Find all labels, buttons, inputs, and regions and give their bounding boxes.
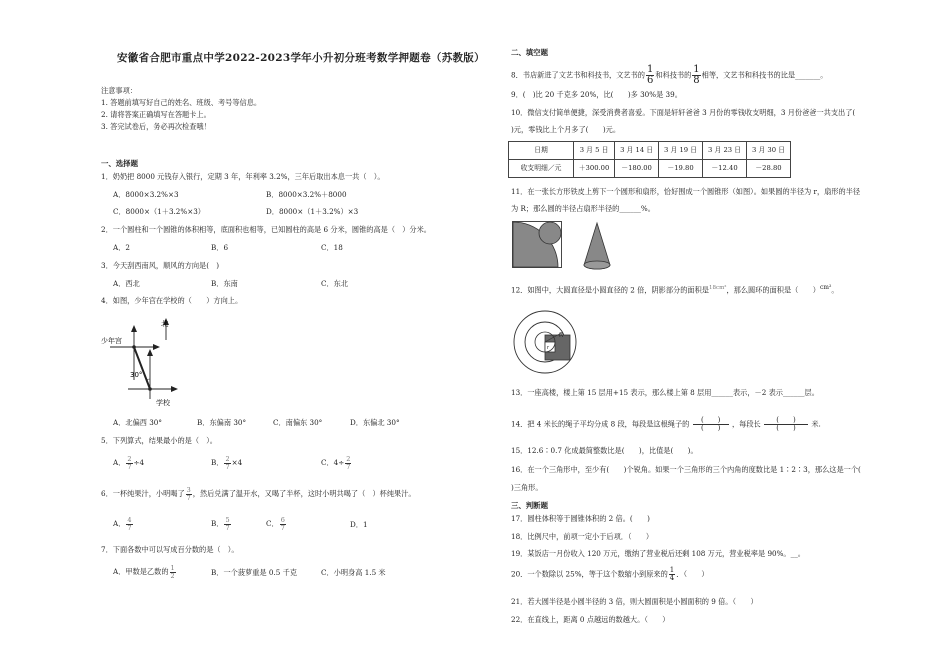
label-r: r (547, 345, 550, 351)
table-header-cell: 3 月 5 日 (574, 142, 615, 160)
table-row (509, 160, 791, 178)
q7-option-c: C．小明身高 1.5 米 (321, 568, 386, 577)
q4-option-d: D．东偏北 30° (350, 418, 400, 427)
q4-direction-diagram (100, 315, 200, 410)
q12-text: 12．如图中，大圆直径是小圆直径的 2 倍，阴影部分的面积是$^{18cm^2}$，那么圆环的面积是（ ）$^{cm^2}$。 (511, 284, 839, 295)
q5-option-c: C．4÷ $\frac{2}{7}$ (321, 455, 351, 471)
school-east-arrowhead-icon (171, 386, 178, 392)
q6-stem: 6．一杯纯果汁，小明喝了 $\frac{3}{7}$ ，然后兑满了温开水，又喝了半杯，这时小明共喝了（ ）杯纯果汁。 (101, 486, 416, 502)
q2-option-b: B．6 (211, 243, 229, 252)
q16-line1: 16．在一个三角形中，至少有( )个锐角。如果一个三角形的三个内角的度数比是 1∶2∶3，那么这是一个( (511, 465, 861, 474)
q6-option-c: C． $\frac{6}{7}$ (266, 516, 285, 532)
note-item: 2. 请将答案正确填写在答题卡上。 (101, 110, 211, 119)
q4-option-c: C．南偏东 30° (273, 418, 323, 427)
q5-option-b: B． $\frac{2}{7}$ ×4 (211, 455, 243, 471)
q11-cone-figure (512, 221, 622, 271)
table-cell: －12.40 (703, 160, 747, 178)
section-heading-choice: 一、选择题 (101, 159, 138, 168)
table-cell: －28.80 (747, 160, 791, 178)
q3-option-c: C．东北 (321, 279, 349, 288)
circle-shape (539, 222, 561, 244)
q1-option-c: C．8000×（1＋3.2%×3） (113, 207, 205, 216)
q2-stem: 2．一个圆柱和一个圆锥的体积相等，底面积也相等，已知圆柱的高是 6 分米，圆锥的高是（ ）分米。 (101, 225, 431, 234)
q18-text: 18．比例尺中，前项一定小于后项．（ ） (511, 532, 654, 541)
school-label: 学校 (156, 399, 170, 407)
q11-line1: 11．在一张长方形铁皮上剪下一个圆形和扇形，恰好围成一个圆锥形（如图）。如果圆的半径为 r，扇形的半径 (511, 187, 861, 196)
note-item: 3. 答完试卷后，务必再次检查哦！ (101, 122, 211, 131)
q5-stem: 5．下列算式，结果最小的是（ ）。 (101, 436, 217, 445)
q13-text: 13．一座高楼，楼上第 15 层用+15 表示，那么楼上第 8 层用______表示，－2 表示______层。 (511, 388, 819, 397)
q2-option-c: C．18 (321, 243, 343, 252)
table-cell: －180.00 (615, 160, 659, 178)
q6-option-b: B． $\frac{5}{7}$ (211, 516, 230, 532)
q2-option-a: A．2 (113, 243, 130, 252)
q19-text: 19．某饭店一月份收入 120 万元，缴纳了营业税后还剩 108 万元，营业税率是 90%。__。 (511, 549, 805, 558)
q4-option-a: A．北偏西 30° (113, 418, 162, 427)
section-heading-judge: 三、判断题 (511, 501, 548, 510)
label-R: R (559, 332, 564, 339)
cone-base (584, 261, 610, 269)
q1-option-a: A．8000×3.2%×3 (113, 190, 179, 199)
q3-option-a: A．西北 (113, 279, 140, 288)
palace-label: 少年宫 (101, 337, 122, 345)
q1-stem: 1．奶奶把 8000 元钱存入银行，定期 3 年，年利率 3.2%，三年后取出本息一共（ ）。 (101, 172, 385, 181)
q10-line1: 10．微信支付简单便捷，深受消费者喜爱。下面是轩轩爸爸 3 月份的零钱收支明细，3 月份爸爸一共支出了( (511, 108, 870, 117)
table-header-row (509, 142, 791, 160)
note-item: 1. 答题前填写好自己的姓名、班级、考号等信息。 (101, 98, 262, 107)
q6-option-a: A． $\frac{4}{7}$ (113, 516, 132, 532)
q22-text: 22．在直线上，距离 0 点越远的数越大。（ ） (511, 615, 670, 624)
table-header-cell: 3 月 23 日 (703, 142, 747, 160)
q3-option-b: B．东南 (211, 279, 238, 288)
q1-option-b: B．8000×3.2%＋8000 (266, 190, 347, 199)
q9-text: 9．( )比 20 千克多 20%，比( )多 30%是 39。 (511, 90, 682, 99)
table-header-cell: 3 月 19 日 (659, 142, 703, 160)
table-cell: 收支明细／元 (509, 160, 574, 178)
table-cell: －19.80 (659, 160, 703, 178)
palace-school-connector (134, 347, 150, 389)
q4-stem: 4．如图，少年宫在学校的（ ）方向上。 (101, 296, 243, 305)
q7-stem: 7．下面各数中可以写成百分数的是（ ）。 (101, 545, 239, 554)
table-header-cell: 3 月 14 日 (615, 142, 659, 160)
q17-text: 17．圆柱体积等于圆锥体积的 2 倍。( ) (511, 514, 650, 523)
palace-east-arrowhead-icon (153, 344, 160, 350)
q1-option-d: D．8000×（1＋3.2%）×3 (266, 207, 359, 216)
notes-heading: 注意事项： (101, 86, 137, 95)
q5-option-a: A． $\frac{2}{7}$ ÷4 (113, 455, 145, 471)
q4-option-b: B．东偏南 30° (197, 418, 247, 427)
q7-option-b: B．一个菠萝重是 0.5 千克 (211, 568, 297, 577)
q12-ring-figure (513, 310, 577, 374)
table-header-cell: 3 月 30 日 (747, 142, 791, 160)
q3-stem: 3．今天刮西南风，顺风的方向是( ) (101, 261, 219, 270)
q14-text: 14．把 4 米长的绳子平均分成 8 段，每段是这根绳子的 $\frac{( )}{( )}$ ，每段长 $\frac{( )}{( )}$ 米. (511, 416, 821, 432)
palace-north-arrowhead-icon (131, 325, 137, 332)
q15-text: 15．12.6∶0.7 化成最简整数比是( )，比值是( )。 (511, 446, 698, 455)
exam-title: 安徽省合肥市重点中学2022-2023学年小升初分班考数学押题卷（苏教版） (117, 52, 485, 64)
q11-line2: 为 R；那么圆的半径占扇形半径的______%。 (511, 204, 655, 213)
north-label: 北 (161, 319, 169, 328)
school-north-arrowhead-icon (147, 349, 153, 356)
q7-option-a: A．甲数是乙数的 $\frac{1}{2}$ (113, 564, 175, 580)
table-header-cell: 日期 (509, 142, 574, 160)
angle-label: 30° (130, 371, 143, 379)
q6-option-d: D．1 (350, 520, 368, 529)
q16-line2: )三角形。 (511, 483, 543, 492)
q20-text: 20．一个数除以 25%，等于这个数缩小到原来的 $\frac{1}{4}$ ．（ ） (511, 566, 709, 582)
q10-line2: )元，零钱比上个月多了( )元。 (511, 125, 621, 134)
q8-text: 8．书店新进了文艺书和科技书，文艺书的 $\frac{1}{6}$ 和科技书的 $\frac{1}{8}$ 相等，文艺书和科技书的比是_______。 (511, 64, 828, 86)
q21-text: 21．若大圆半径是小圆半径的 3 倍，则大圆面积是小圆面积的 9 倍。（ ） (511, 597, 758, 606)
q10-ledger-table (508, 141, 791, 178)
section-heading-fill: 二、填空题 (511, 48, 548, 57)
table-cell: ＋300.00 (574, 160, 615, 178)
